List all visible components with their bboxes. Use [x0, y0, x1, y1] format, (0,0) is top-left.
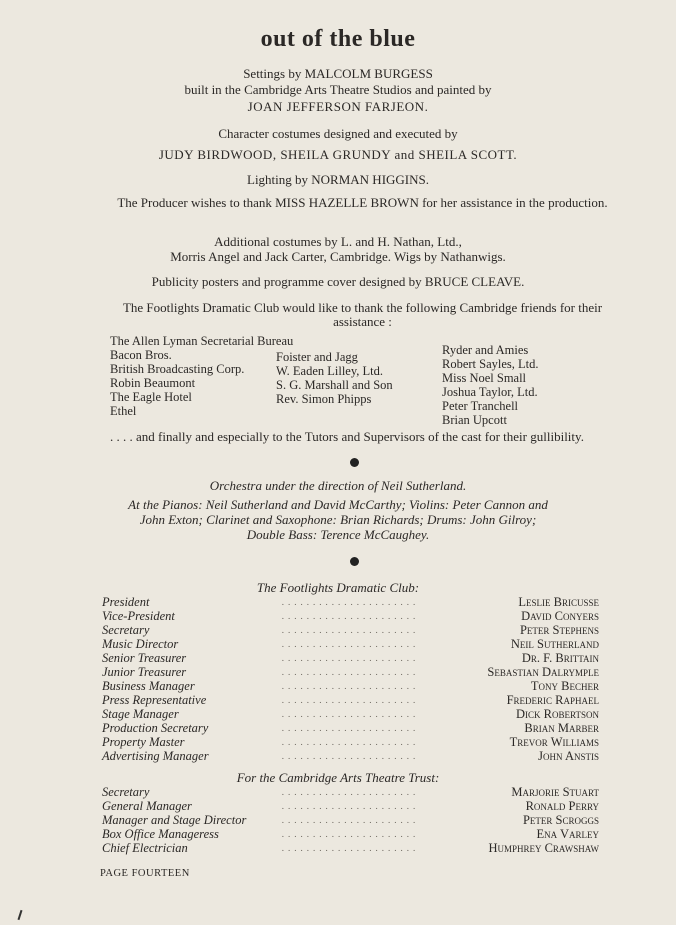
- officer-name: Ena Varley: [536, 827, 599, 841]
- friend: Ryder and Amies: [442, 343, 529, 357]
- trust-heading: For the Cambridge Arts Theatre Trust:: [236, 770, 440, 785]
- officer-name: Sebastian Dalrymple: [487, 665, 599, 679]
- finally-note: . . . . and finally and especially to the Tutors and Supervisors of the cast for their gullibility.: [110, 429, 584, 444]
- officer-role: Property Master: [102, 735, 185, 749]
- dot-leader: ......................: [281, 843, 420, 853]
- officer-name: David Conyers: [521, 609, 599, 623]
- friend: Joshua Taylor, Ltd.: [442, 385, 538, 399]
- officer-name: John Anstis: [538, 749, 599, 763]
- friend: Miss Noel Small: [442, 371, 527, 385]
- officer-name: Tony Becher: [530, 679, 599, 693]
- credit-costumes: Character costumes designed and executed by: [218, 126, 458, 141]
- friend: Foister and Jagg: [276, 350, 358, 364]
- officer-row: [102, 624, 599, 637]
- officer-row: [102, 786, 599, 799]
- dot-leader: ......................: [281, 695, 420, 705]
- dot-leader: ......................: [281, 787, 420, 797]
- officer-name: Ronald Perry: [525, 799, 599, 813]
- thanks-intro: The Footlights Dramatic Club would like to thank the following Cambridge friends for their assistance :: [122, 300, 603, 329]
- officer-name: Peter Stephens: [519, 623, 599, 637]
- officer-role: Music Director: [102, 637, 179, 651]
- officer-role: Advertising Manager: [102, 749, 209, 763]
- friend: British Broadcasting Corp.: [110, 362, 245, 376]
- officer-row: [102, 842, 599, 855]
- officer-role: Senior Treasurer: [102, 651, 187, 665]
- club-heading: The Footlights Dramatic Club:: [256, 580, 420, 595]
- officer-row: [102, 652, 599, 665]
- officer-name: Frederic Raphael: [506, 693, 599, 707]
- friend: Rev. Simon Phipps: [276, 392, 372, 406]
- credit-built: built in the Cambridge Arts Theatre Studios and painted by: [184, 82, 492, 97]
- officer-row: [102, 680, 599, 693]
- dot-leader: ......................: [281, 639, 420, 649]
- officer-role: General Manager: [102, 799, 192, 813]
- dot-leader: ......................: [281, 709, 420, 719]
- officer-row: [102, 736, 599, 749]
- friend: W. Eaden Lilley, Ltd.: [276, 364, 384, 378]
- officer-name: Trevor Williams: [509, 735, 599, 749]
- credit-lighting: Lighting by NORMAN HIGGINS.: [247, 172, 429, 187]
- orchestra-line: John Exton; Clarinet and Saxophone: Brian Richards; Drums: John Gilroy;: [139, 512, 537, 527]
- dot-leader: ......................: [281, 815, 420, 825]
- page-title: out of the blue: [260, 26, 416, 52]
- officer-name: Dr. F. Brittain: [521, 651, 599, 665]
- officer-role: Production Secretary: [102, 721, 209, 735]
- dot-leader: ......................: [281, 723, 420, 733]
- officer-role: Vice-President: [102, 609, 175, 623]
- officer-row: [102, 610, 599, 623]
- bullet-divider-icon: [350, 458, 359, 467]
- dot-leader: ......................: [281, 751, 420, 761]
- officer-row: [102, 750, 599, 763]
- officer-row: [102, 814, 599, 827]
- credit-wigs: Morris Angel and Jack Carter, Cambridge. Wigs by Nathanwigs.: [170, 249, 506, 264]
- dot-leader: ......................: [281, 625, 420, 635]
- dot-leader: ......................: [281, 667, 420, 677]
- dot-leader: ......................: [281, 653, 420, 663]
- dot-leader: ......................: [281, 737, 420, 747]
- dot-leader: ......................: [281, 681, 420, 691]
- credit-additional-costumes: Additional costumes by L. and H. Nathan, Ltd.,: [214, 234, 462, 249]
- officer-row: [102, 828, 599, 841]
- officer-role: Secretary: [102, 785, 150, 799]
- dot-leader: ......................: [281, 829, 420, 839]
- orchestra-line: At the Pianos: Neil Sutherland and David McCarthy; Violins: Peter Cannon and: [128, 497, 548, 512]
- officer-name: Brian Marber: [524, 721, 599, 735]
- officer-row: [102, 722, 599, 735]
- friend: Bacon Bros.: [110, 348, 172, 362]
- officer-name: Humphrey Crawshaw: [488, 841, 599, 855]
- officer-name: Marjorie Stuart: [511, 785, 599, 799]
- paper-mark-icon: [18, 910, 23, 920]
- dot-leader: ......................: [281, 597, 420, 607]
- bullet-divider-icon: [350, 557, 359, 566]
- officer-role: Business Manager: [102, 679, 195, 693]
- producer-thanks: The Producer wishes to thank MISS HAZELLE BROWN for her assistance in the production.: [117, 195, 608, 210]
- officer-name: Neil Sutherland: [510, 637, 599, 651]
- credit-settings: Settings by MALCOLM BURGESS: [243, 66, 433, 81]
- officer-role: Secretary: [102, 623, 150, 637]
- officer-role: Press Representative: [102, 693, 207, 707]
- friend: S. G. Marshall and Son: [276, 378, 393, 392]
- officer-row: [102, 596, 599, 609]
- dot-leader: ......................: [281, 611, 420, 621]
- dot-leader: ......................: [281, 801, 420, 811]
- officer-row: [102, 800, 599, 813]
- friend: Robin Beaumont: [110, 376, 196, 390]
- friend: The Allen Lyman Secretarial Bureau: [110, 334, 294, 348]
- officer-row: [102, 708, 599, 721]
- friend: The Eagle Hotel: [110, 390, 192, 404]
- officer-row: [102, 694, 599, 707]
- friend: Brian Upcott: [442, 413, 507, 427]
- officer-role: Manager and Stage Director: [102, 813, 247, 827]
- orchestra-line: Double Bass: Terence McCaughey.: [246, 527, 430, 542]
- friend: Robert Sayles, Ltd.: [442, 357, 539, 371]
- friend: Peter Tranchell: [442, 399, 519, 413]
- page-number: PAGE FOURTEEN: [100, 868, 190, 879]
- credit-costume-makers: JUDY BIRDWOOD, SHEILA GRUNDY and SHEILA SCOTT.: [158, 147, 518, 162]
- friend: Ethel: [110, 404, 137, 418]
- orchestra-heading: Orchestra under the direction of Neil Sutherland.: [209, 478, 467, 493]
- officer-name: Peter Scroggs: [522, 813, 599, 827]
- officer-role: President: [102, 595, 150, 609]
- officer-role: Junior Treasurer: [102, 665, 187, 679]
- officer-row: [102, 666, 599, 679]
- credit-painter: JOAN JEFFERSON FARJEON.: [247, 99, 429, 114]
- officer-role: Stage Manager: [102, 707, 179, 721]
- officer-name: Dick Robertson: [516, 707, 599, 721]
- officer-name: Leslie Bricusse: [518, 595, 599, 609]
- credit-publicity: Publicity posters and programme cover designed by BRUCE CLEAVE.: [151, 274, 525, 289]
- officer-role: Chief Electrician: [102, 841, 188, 855]
- officer-role: Box Office Manageress: [102, 827, 219, 841]
- officer-row: [102, 638, 599, 651]
